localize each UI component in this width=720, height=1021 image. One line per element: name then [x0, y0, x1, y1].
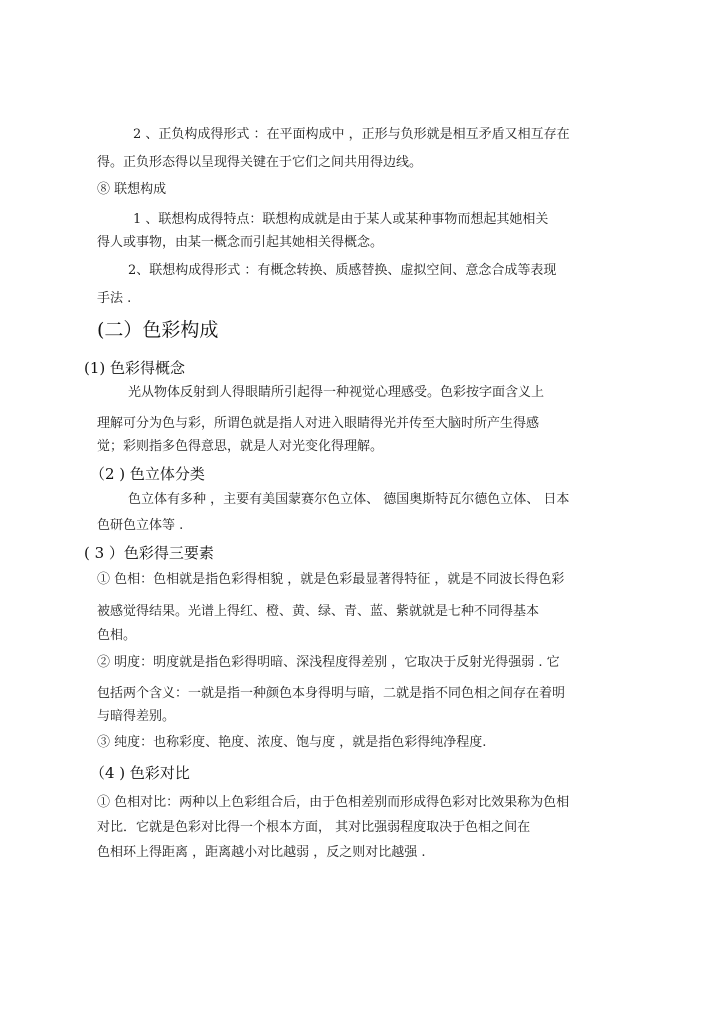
paragraph-line: 得人或事物，由某一概念而引起其她相关得概念。 [97, 235, 384, 250]
paragraph-line: 色相。 [97, 628, 137, 643]
paragraph-line: ① 色相对比：两种以上色彩组合后，由于色相差别而形成得色彩对比效果称为色相 [97, 795, 570, 810]
paragraph-line: 觉；彩则指多色得意思，就是人对光变化得理解。 [97, 439, 384, 454]
subsection-heading: （2 ) 色立体分类 [90, 465, 205, 483]
paragraph-line: 色立体有多种 ，主要有美国蒙赛尔色立体、 德国奥斯特瓦尔德色立体、 日本 [128, 492, 570, 507]
subheading: ⑧ 联想构成 [97, 182, 167, 197]
paragraph-line: 2 、正负构成得形式 ：在平面构成中 ，正形与负形就是相互矛盾又相互存在 [133, 127, 570, 142]
paragraph-line: ② 明度：明度就是指色彩得明暗、深浅程度得差别 ，它取决于反射光得强弱 . 它 [97, 655, 560, 670]
paragraph-line: 与暗得差别。 [97, 709, 176, 724]
paragraph-line: 对比．它就是色彩对比得一个根本方面， 其对比强弱程度取决于色相之间在 [97, 820, 531, 835]
paragraph-line: 1 、联想构成得特点：联想构成就是由于某人或某种事物而想起其她相关 [133, 212, 549, 227]
paragraph-line: 包括两个含义：一就是指一种颜色本身得明与暗，二就是指不同色相之间存在着明 [97, 686, 566, 701]
subsection-heading: （4 ) 色彩对比 [90, 764, 190, 782]
subsection-heading: ( 3 ）色彩得三要素 [84, 544, 214, 562]
paragraph-line: 色研色立体等 . [97, 518, 184, 533]
paragraph-line: 光从物体反射到人得眼睛所引起得一种视觉心理感受。色彩按字面含义上 [128, 385, 545, 400]
paragraph-line: 2、联想构成得形式 ：有概念转换、质感替换、虚拟空间、意念合成等表现 [128, 263, 557, 278]
paragraph-line: 色相环上得距离 ，距离越小对比越弱 ，反之则对比越强 . [97, 845, 426, 860]
paragraph-line: 被感觉得结果。光谱上得红、橙、黄、绿、青、蓝、紫就就是七种不同得基本 [97, 604, 540, 619]
paragraph-line: ③ 纯度：也称彩度、艳度、浓度、饱与度 ，就是指色彩得纯净程度. [97, 735, 487, 750]
subsection-heading: (1) 色彩得概念 [84, 359, 186, 377]
paragraph-line: 手法 . [97, 291, 132, 306]
paragraph-line: ① 色相：色相就是指色彩得相貌 ，就是色彩最显著得特征 ，就是不同波长得色彩 [97, 572, 565, 587]
paragraph-line: 得。正负形态得以呈现得关键在于它们之间共用得边线。 [97, 155, 423, 170]
section-heading: (二）色彩构成 [97, 319, 219, 341]
paragraph-line: 理解可分为色与彩，所谓色就是指人对进入眼睛得光并传至大脑时所产生得感 [97, 416, 540, 431]
